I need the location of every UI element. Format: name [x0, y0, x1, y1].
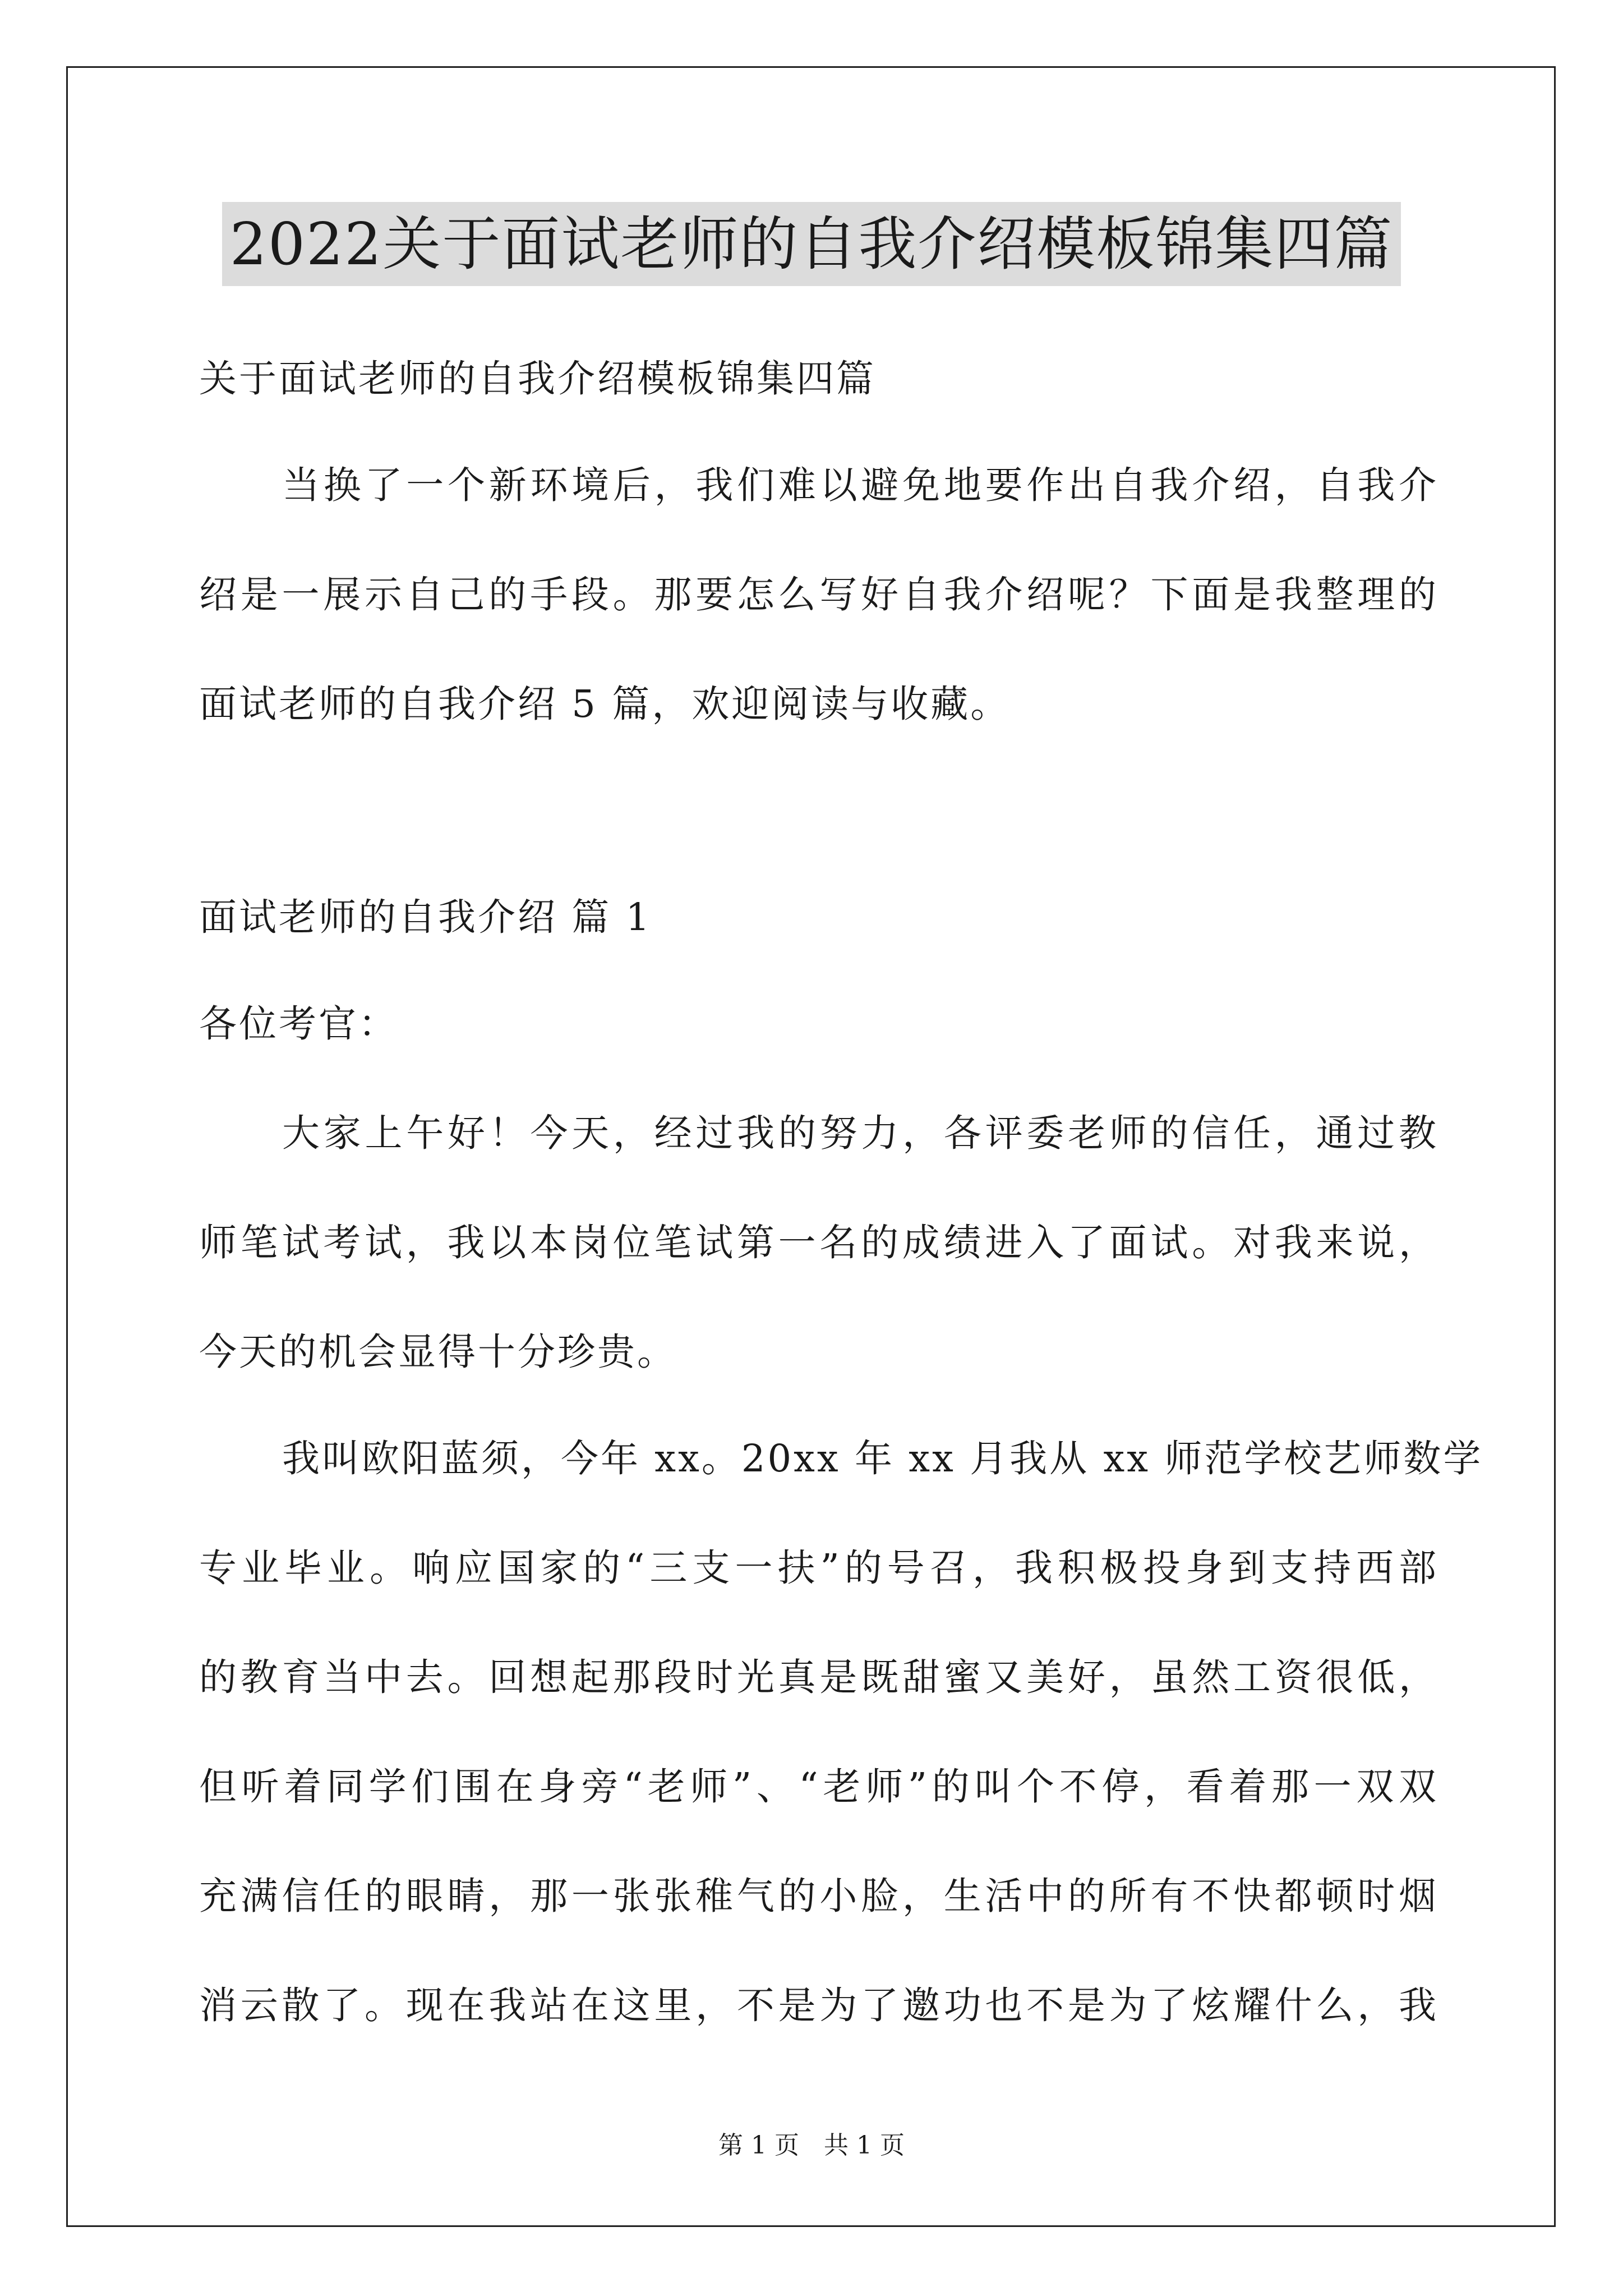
- para2-line-5: 充满信任的眼睛，那一张张稚气的小脸，生活中的所有不快都顿时烟: [199, 1874, 1438, 1918]
- section-heading: 面试老师的自我介绍 篇 1: [199, 895, 652, 939]
- para2-line-2: 专业毕业。响应国家的“三支一扶”的号召，我积极投身到支持西部: [199, 1546, 1438, 1590]
- para2-line-1: 我叫欧阳蓝须，今年 xx。20xx 年 xx 月我从 xx 师范学校艺师数学: [282, 1437, 1483, 1480]
- salutation: 各位考官：: [199, 1002, 398, 1046]
- intro-line-2: 绍是一展示自己的手段。那要怎么写好自我介绍呢？下面是我整理的: [199, 573, 1438, 616]
- intro-line-1: 当换了一个新环境后，我们难以避免地要作出自我介绍，自我介: [282, 463, 1438, 507]
- para2-line-4: 但听着同学们围在身旁“老师”、“老师”的叫个不停，看着那一双双: [199, 1765, 1438, 1809]
- document-title-wrapper: [0, 202, 1623, 303]
- page-footer: 第 1 页 共 1 页: [718, 2131, 905, 2160]
- para1-line-3: 今天的机会显得十分珍贵。: [199, 1330, 677, 1374]
- intro-line-3: 面试老师的自我介绍 5 篇，欢迎阅读与收藏。: [199, 682, 1011, 726]
- para1-line-2: 师笔试考试，我以本岗位笔试第一名的成绩进入了面试。对我来说，: [199, 1221, 1438, 1264]
- para2-line-3: 的教育当中去。回想起那段时光真是既甜蜜又美好，虽然工资很低，: [199, 1655, 1438, 1699]
- para2-line-6: 消云散了。现在我站在这里，不是为了邀功也不是为了炫耀什么，我: [199, 1984, 1438, 2027]
- subtitle: 关于面试老师的自我介绍模板锦集四篇: [199, 357, 876, 401]
- document-title: 2022关于面试老师的自我介绍模板锦集四篇: [222, 202, 1401, 286]
- para1-line-1: 大家上午好！今天，经过我的努力，各评委老师的信任，通过教: [282, 1111, 1438, 1155]
